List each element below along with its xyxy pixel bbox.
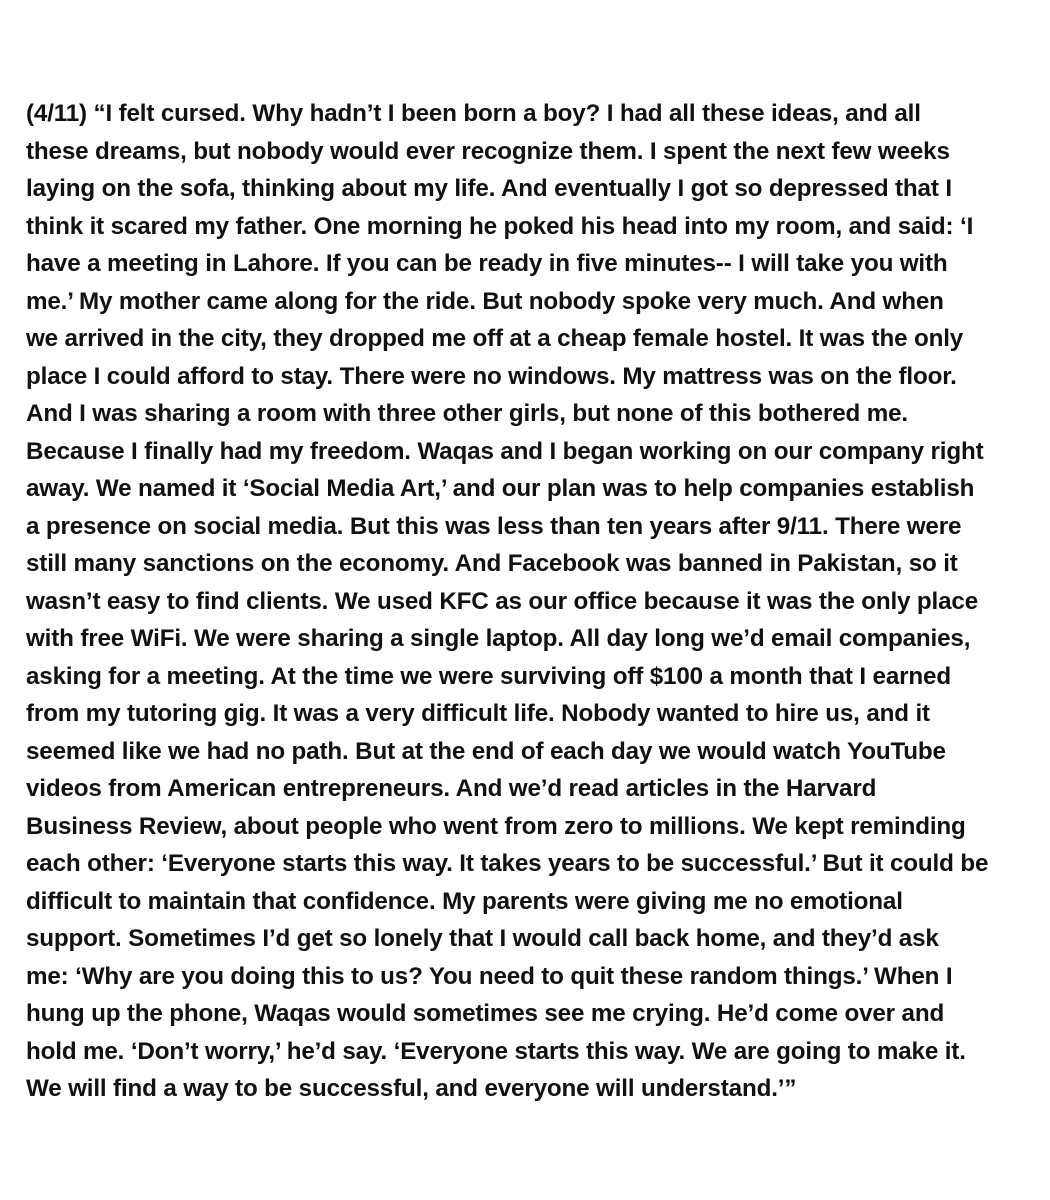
- text-line: Business Review, about people who went from zero to millions. We kept reminding: [26, 812, 966, 840]
- text-line: asking for a meeting. At the time we were surviving off $100 a month that I earned: [26, 662, 951, 690]
- text-line: hung up the phone, Waqas would sometimes see me crying. He’d come over and: [26, 1000, 945, 1027]
- text-line: support. Sometimes I’d get so lonely that I would call back home, and they’d ask: [26, 925, 939, 952]
- text-line: difficult to maintain that confidence. My parents were giving me no emotional: [26, 887, 903, 915]
- text-line: We will find a way to be successful, and everyone will understand.’”: [26, 1075, 797, 1102]
- text-line: (4/11) “I felt cursed. Why hadn’t I been born a boy? I had all these ideas, and all: [26, 100, 921, 127]
- text-line: these dreams, but nobody would ever recognize them. I spent the next few weeks: [26, 137, 950, 165]
- text-line: still many sanctions on the economy. And Facebook was banned in Pakistan, so it: [26, 550, 958, 577]
- text-line: think it scared my father. One morning he poked his head into my room, and said: ‘I: [26, 212, 974, 240]
- text-line: me.’ My mother came along for the ride. But nobody spoke very much. And when: [26, 287, 944, 315]
- text-line: wasn’t easy to find clients. We used KFC as our office because it was the only place: [26, 587, 979, 615]
- story-paragraph: [26, 95, 1026, 1108]
- text-line: seemed like we had no path. But at the end of each day we would watch YouTube: [26, 737, 946, 765]
- text-line: Because I finally had my freedom. Waqas and I began working on our company right: [26, 437, 984, 465]
- text-line: have a meeting in Lahore. If you can be ready in five minutes-- I will take you with: [26, 250, 948, 277]
- text-line: we arrived in the city, they dropped me off at a cheap female hostel. It was the only: [26, 325, 964, 352]
- text-line: a presence on social media. But this was less than ten years after 9/11. There were: [26, 512, 962, 540]
- text-line: from my tutoring gig. It was a very difficult life. Nobody wanted to hire us, and it: [26, 700, 930, 727]
- text-line: each other: ‘Everyone starts this way. It takes years to be successful.’ But it could be: [26, 850, 989, 877]
- text-line: laying on the sofa, thinking about my life. And eventually I got so depressed that I: [26, 175, 952, 202]
- text-line: place I could afford to stay. There were no windows. My mattress was on the floor.: [26, 362, 957, 390]
- text-line: with free WiFi. We were sharing a single laptop. All day long we’d email companies,: [26, 625, 971, 652]
- text-line: away. We named it ‘Social Media Art,’ and our plan was to help companies establish: [26, 475, 975, 502]
- text-line: videos from American entrepreneurs. And we’d read articles in the Harvard: [26, 775, 877, 802]
- text-line: me: ‘Why are you doing this to us? You need to quit these random things.’ When I: [26, 962, 953, 990]
- text-line: hold me. ‘Don’t worry,’ he’d say. ‘Everyone starts this way. We are going to make it.: [26, 1037, 966, 1065]
- text-line: And I was sharing a room with three other girls, but none of this bothered me.: [26, 400, 908, 427]
